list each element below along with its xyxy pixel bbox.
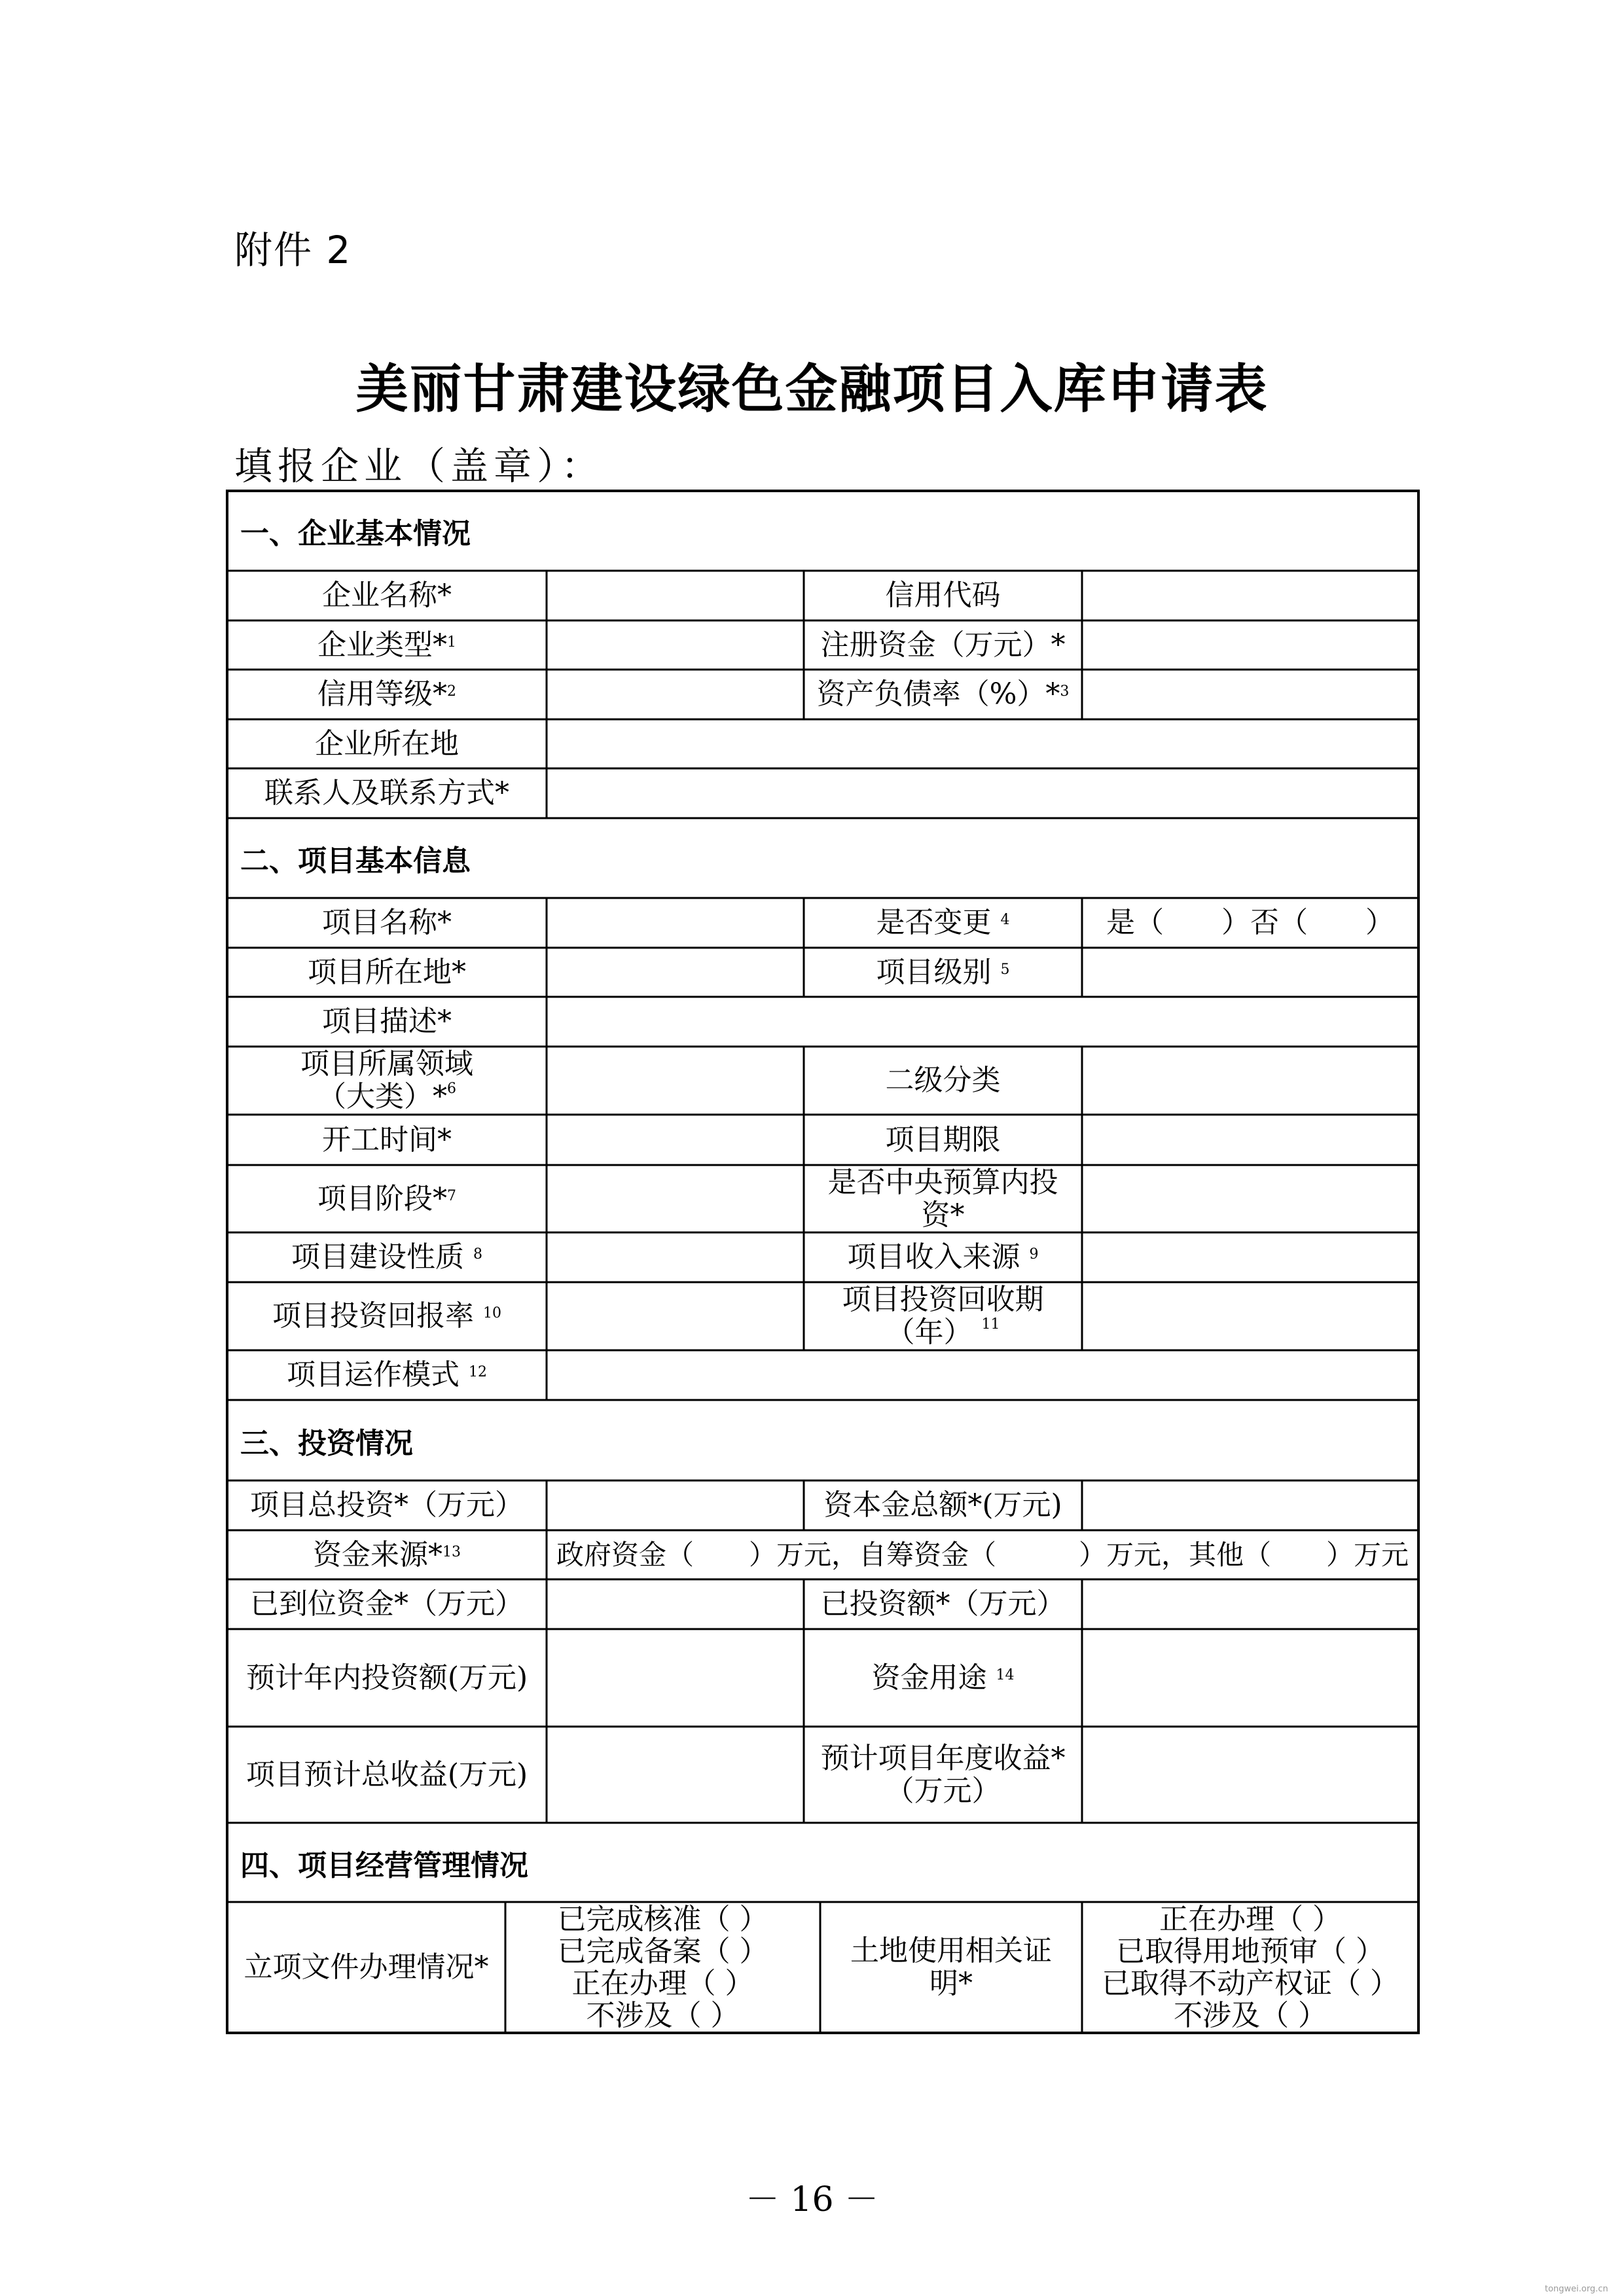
section-heading-project: 二、项目基本信息 [240,844,471,878]
section-heading-company: 一、企业基本情况 [240,517,471,550]
field-roi[interactable] [547,1282,804,1350]
land-options[interactable] [1082,1902,1418,2033]
label-annual-revenue-line1: 预计项目年度收益* [820,1741,1066,1775]
field-credit-code[interactable] [1082,571,1418,620]
attachment-label: 附件 2 [234,228,352,272]
label-company-location: 企业所在地 [315,726,459,761]
label-project-term: 项目期限 [885,1122,1001,1157]
label-total-revenue: 项目预计总收益(万元) [245,1757,528,1791]
label-contact: 联系人及联系方式* [264,776,509,810]
filler-label: 填报企业（盖章）： [234,444,605,488]
label-changed: 是否变更 $^4$ [876,906,1010,939]
field-project-term[interactable] [1082,1115,1418,1165]
field-payback[interactable] [1082,1282,1418,1350]
page-number: － 16 － [745,2180,879,2219]
label-annual-revenue [804,1727,1082,1823]
label-construction-nature: 项目建设性质 $^8$ [291,1240,482,1274]
field-project-desc[interactable] [547,997,1418,1047]
land-option-pre-review[interactable]: 已取得用地预审（ ） [1116,1935,1384,1968]
label-invested-amount: 已投资额*（万元） [820,1587,1066,1621]
label-payback [804,1282,1082,1350]
field-project-location[interactable] [547,948,804,997]
land-option-in-progress[interactable]: 正在办理（ ） [1159,1903,1341,1936]
label-company-name: 企业名称* [322,579,452,612]
label-project-level-text: 项目级别 [876,955,992,989]
label-revenue-source: 项目收入来源 $^9$ [847,1240,1039,1274]
section-heading-investment: 三、投资情况 [240,1426,413,1460]
footnote-11: 11 [981,1316,1000,1333]
field-company-name[interactable] [547,571,804,620]
label-central-budget-line2: 资* [921,1198,965,1232]
field-fund-source[interactable]: 政府资金（ ）万元，自筹资金（ ）万元，其他（ ）万元 [556,1538,1409,1571]
label-fund-use: 资金用途 $^{14}$ [871,1660,1015,1695]
label-project-domain-line2-text: （大类）* [317,1080,447,1113]
label-fund-source: 资金来源* $^{13}$ [313,1537,461,1571]
label-changed-text: 是否变更 [876,906,992,939]
label-roi: 项目投资回报率 $^{10}$ [272,1299,501,1333]
field-changed-choice[interactable]: 是（ ）否（ ） [1106,906,1394,939]
label-project-domain-line1: 项目所属领域 [300,1047,473,1081]
label-approval-docs: 立项文件办理情况* [244,1950,489,1984]
field-project-level[interactable] [1082,948,1418,997]
field-annual-investment[interactable] [547,1629,804,1727]
approval-option-not-applicable[interactable]: 不涉及（ ） [586,1999,740,2032]
approval-option-filed[interactable]: 已完成备案（ ） [557,1935,768,1968]
label-subcategory: 二级分类 [885,1064,1001,1097]
field-company-type[interactable] [547,620,804,670]
field-total-revenue[interactable] [547,1727,804,1823]
label-central-budget-line1: 是否中央预算内投 [827,1165,1058,1199]
field-debt-ratio[interactable] [1082,670,1418,719]
field-capital-total[interactable] [1082,1480,1418,1530]
label-central-budget [804,1165,1082,1232]
label-credit-rating: 信用等级* $^2$ [317,677,456,711]
label-registered-capital: 注册资金（万元）* [820,628,1066,662]
label-project-stage: 项目阶段* $^7$ [317,1181,456,1215]
label-company-type-text: 企业类型* [317,628,447,662]
field-invested-amount[interactable] [1082,1579,1418,1629]
approval-options[interactable] [505,1902,820,2033]
field-fund-use[interactable] [1082,1629,1418,1727]
field-project-name[interactable] [547,898,804,948]
field-registered-capital[interactable] [1082,620,1418,670]
field-start-time[interactable] [547,1115,804,1165]
label-credit-rating-text: 信用等级* [317,677,447,711]
label-funds-arrived: 已到位资金*（万元） [250,1587,524,1621]
label-credit-code: 信用代码 [885,579,1001,612]
label-payback-line2-text: （年） [886,1316,973,1349]
label-company-type: 企业类型* $^1$ [317,628,456,662]
label-annual-revenue-line2: （万元） [885,1774,1001,1808]
label-construction-nature-text: 项目建设性质 [291,1240,464,1274]
label-start-time: 开工时间* [322,1122,452,1157]
label-land-cert-line2: 明* [929,1967,973,2000]
field-company-location[interactable] [547,719,1418,768]
label-roi-text: 项目投资回报率 [272,1299,474,1333]
label-project-desc: 项目描述* [322,1005,452,1038]
field-central-budget[interactable] [1082,1165,1418,1232]
field-project-stage[interactable] [547,1165,804,1232]
field-revenue-source[interactable] [1082,1232,1418,1282]
label-project-level: 项目级别 $^5$ [876,955,1010,989]
field-subcategory[interactable] [1082,1047,1418,1115]
section-heading-management: 四、项目经营管理情况 [240,1848,528,1882]
approval-option-in-progress[interactable]: 正在办理（ ） [571,1967,754,2000]
field-total-investment[interactable] [547,1480,804,1530]
label-fund-source-text: 资金来源* [313,1537,442,1571]
label-project-stage-text: 项目阶段* [317,1181,447,1215]
label-project-domain [227,1047,547,1115]
label-operation-mode-text: 项目运作模式 [287,1358,460,1391]
label-project-domain-line2 [317,1081,456,1113]
label-total-investment: 项目总投资*（万元） [250,1488,524,1522]
form-title: 美丽甘肃建设绿色金融项目入库申请表 [355,358,1269,420]
field-construction-nature[interactable] [547,1232,804,1282]
land-option-not-applicable[interactable]: 不涉及（ ） [1174,1999,1327,2032]
label-project-name: 项目名称* [322,906,452,939]
field-funds-arrived[interactable] [547,1579,804,1629]
field-operation-mode[interactable] [547,1350,1418,1400]
label-land-cert [820,1902,1082,2033]
footnote-6: 6 [447,1081,456,1098]
approval-option-verified[interactable]: 已完成核准（ ） [557,1903,768,1936]
watermark: tongwei.org.cn [1545,2284,1608,2294]
label-capital-total: 资本金总额*(万元) [823,1488,1062,1522]
label-payback-line2 [886,1316,1000,1349]
field-contact[interactable] [547,768,1418,818]
label-annual-investment: 预计年内投资额(万元) [245,1660,528,1695]
label-project-location: 项目所在地* [308,955,466,989]
label-fund-use-text: 资金用途 [871,1660,987,1695]
label-revenue-source-text: 项目收入来源 [847,1240,1020,1274]
label-operation-mode: 项目运作模式 $^{12}$ [287,1358,487,1391]
field-project-domain[interactable] [547,1047,804,1115]
label-land-cert-line1: 土地使用相关证 [850,1934,1052,1967]
land-option-property-cert[interactable]: 已取得不动产权证（ ） [1102,1967,1399,2000]
label-debt-ratio: 资产负债率（%）* $^3$ [816,677,1070,711]
label-debt-ratio-text: 资产负债率（%）* [816,677,1060,711]
field-credit-rating[interactable] [547,670,804,719]
field-annual-revenue[interactable] [1082,1727,1418,1823]
label-payback-line1: 项目投资回收期 [842,1283,1044,1316]
